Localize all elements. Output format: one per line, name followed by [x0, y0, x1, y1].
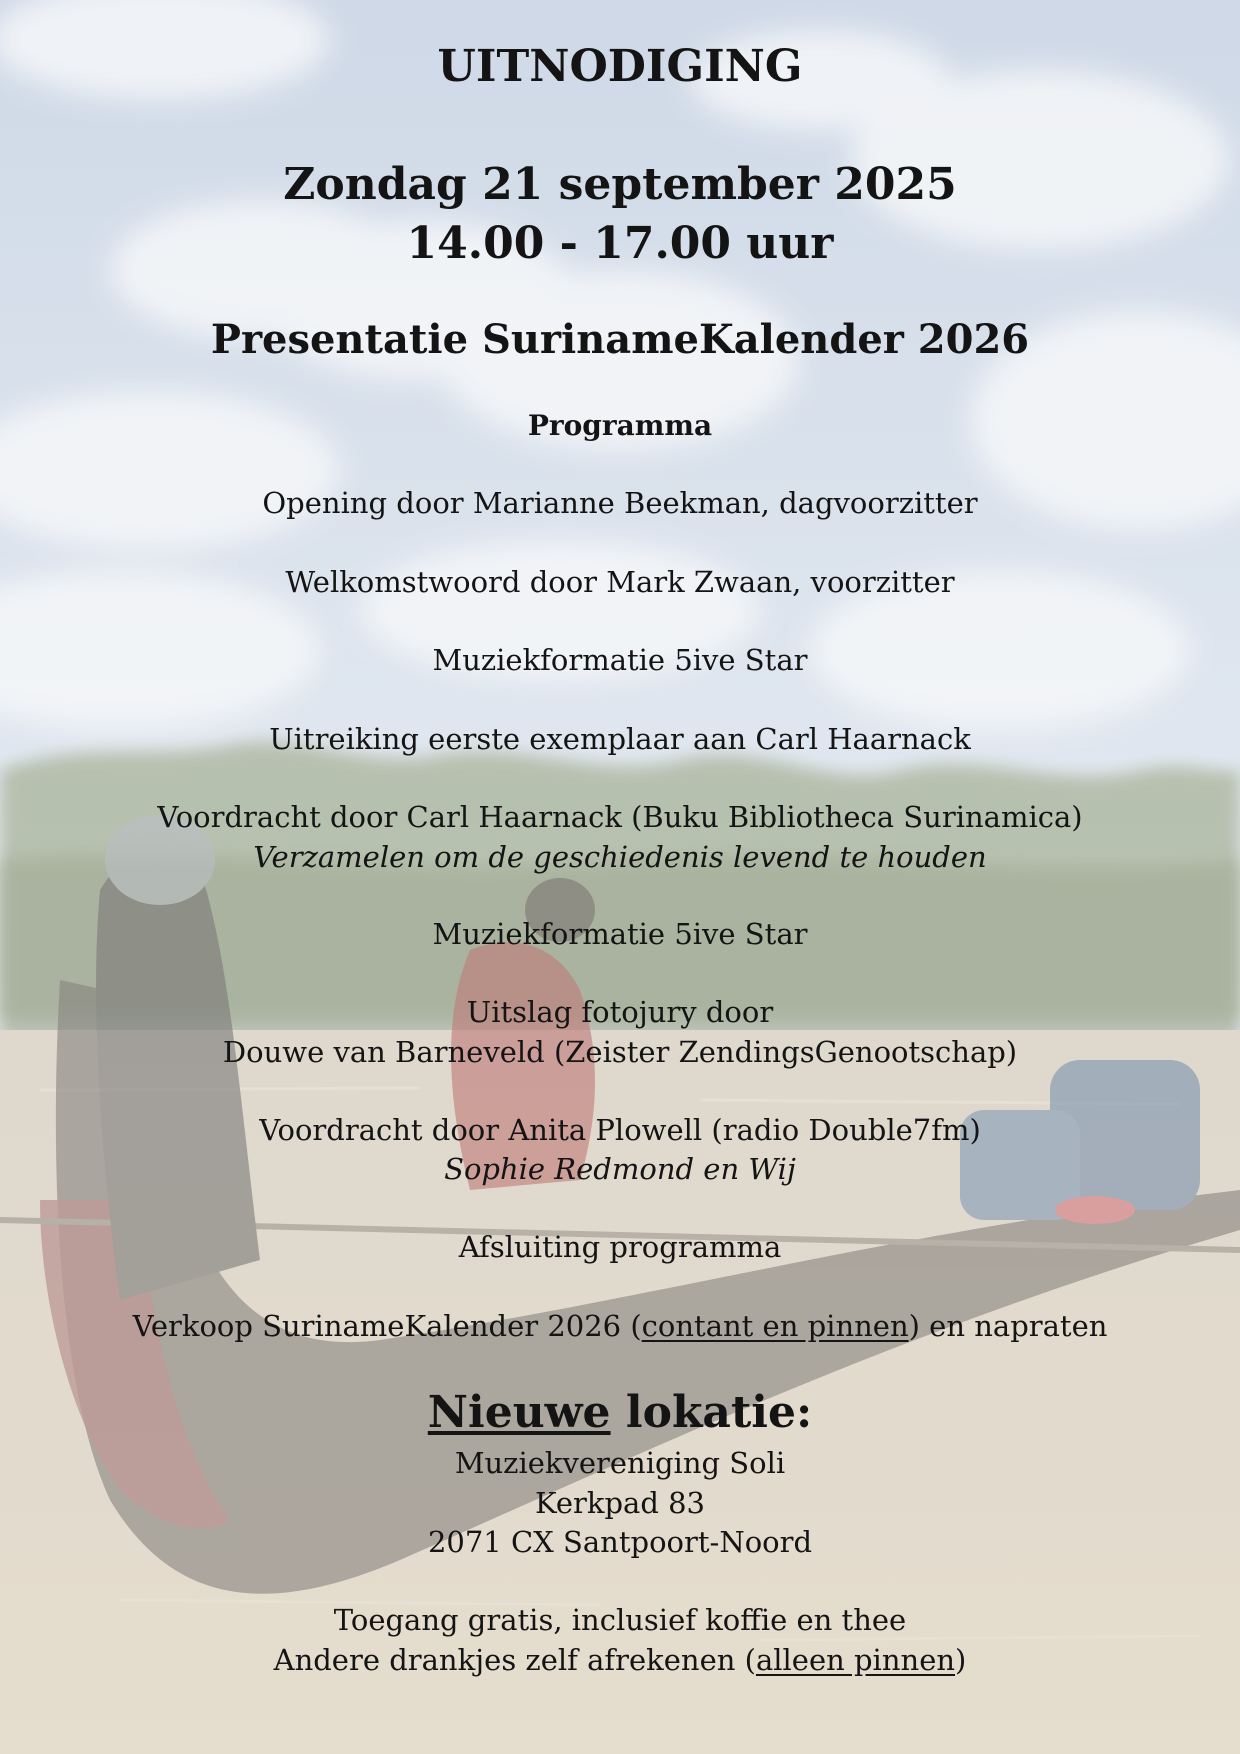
location-heading-rest: lokatie: [610, 1387, 813, 1438]
presentation-title: Presentatie SurinameKalender 2026 [210, 316, 1030, 363]
location-street: Kerkpad 83 [534, 1486, 706, 1520]
location-venue: Muziekvereniging Soli [454, 1446, 786, 1480]
entry-text-prefix: Andere drankjes zelf afrekenen ( [273, 1643, 756, 1677]
programme-jury-line-1: Uitslag fotojury door [466, 995, 774, 1029]
programme-heading: Programma [527, 409, 713, 442]
location-heading-new: Nieuwe [427, 1387, 611, 1438]
location-heading [0, 1387, 1240, 1438]
programme-closing: Afsluiting programma [458, 1230, 782, 1264]
programme-music-1: Muziekformatie 5ive Star [432, 643, 808, 677]
programme-sale [0, 1309, 1240, 1343]
programme-opening: Opening door Marianne Beekman, dagvoorzitter [262, 486, 978, 520]
sale-payment-note: contant en pinnen [641, 1309, 909, 1343]
sale-text-suffix: ) en napraten [908, 1309, 1108, 1343]
entry-payment-note: alleen pinnen [755, 1643, 956, 1677]
sale-text-prefix: Verkoop SurinameKalender 2026 ( [132, 1309, 642, 1343]
location-postal-city: 2071 CX Santpoort-Noord [427, 1525, 813, 1559]
programme-lecture-2: Voordracht door Anita Plowell (radio Double7fm) [259, 1113, 981, 1147]
programme-lecture-1: Voordracht door Carl Haarnack (Buku Bibliotheca Surinamica) [157, 800, 1083, 834]
programme-welcome: Welkomstwoord door Mark Zwaan, voorzitter [285, 565, 955, 599]
programme-jury-line-2: Douwe van Barneveld (Zeister ZendingsGenootschap) [222, 1035, 1018, 1069]
invitation-title: UITNODIGING [437, 41, 803, 92]
programme-music-2: Muziekformatie 5ive Star [432, 917, 808, 951]
event-time: 14.00 - 17.00 uur [406, 218, 834, 269]
programme-lecture-1-subtitle: Verzamelen om de geschiedenis levend te houden [253, 840, 987, 874]
entry-line-1: Toegang gratis, inclusief koffie en thee [333, 1603, 907, 1637]
programme-handover: Uitreiking eerste exemplaar aan Carl Haarnack [269, 722, 971, 756]
event-date: Zondag 21 september 2025 [283, 159, 957, 210]
entry-text-suffix: ) [955, 1643, 967, 1677]
programme-lecture-2-subtitle: Sophie Redmond en Wij [444, 1152, 796, 1186]
entry-line-2 [0, 1643, 1240, 1677]
